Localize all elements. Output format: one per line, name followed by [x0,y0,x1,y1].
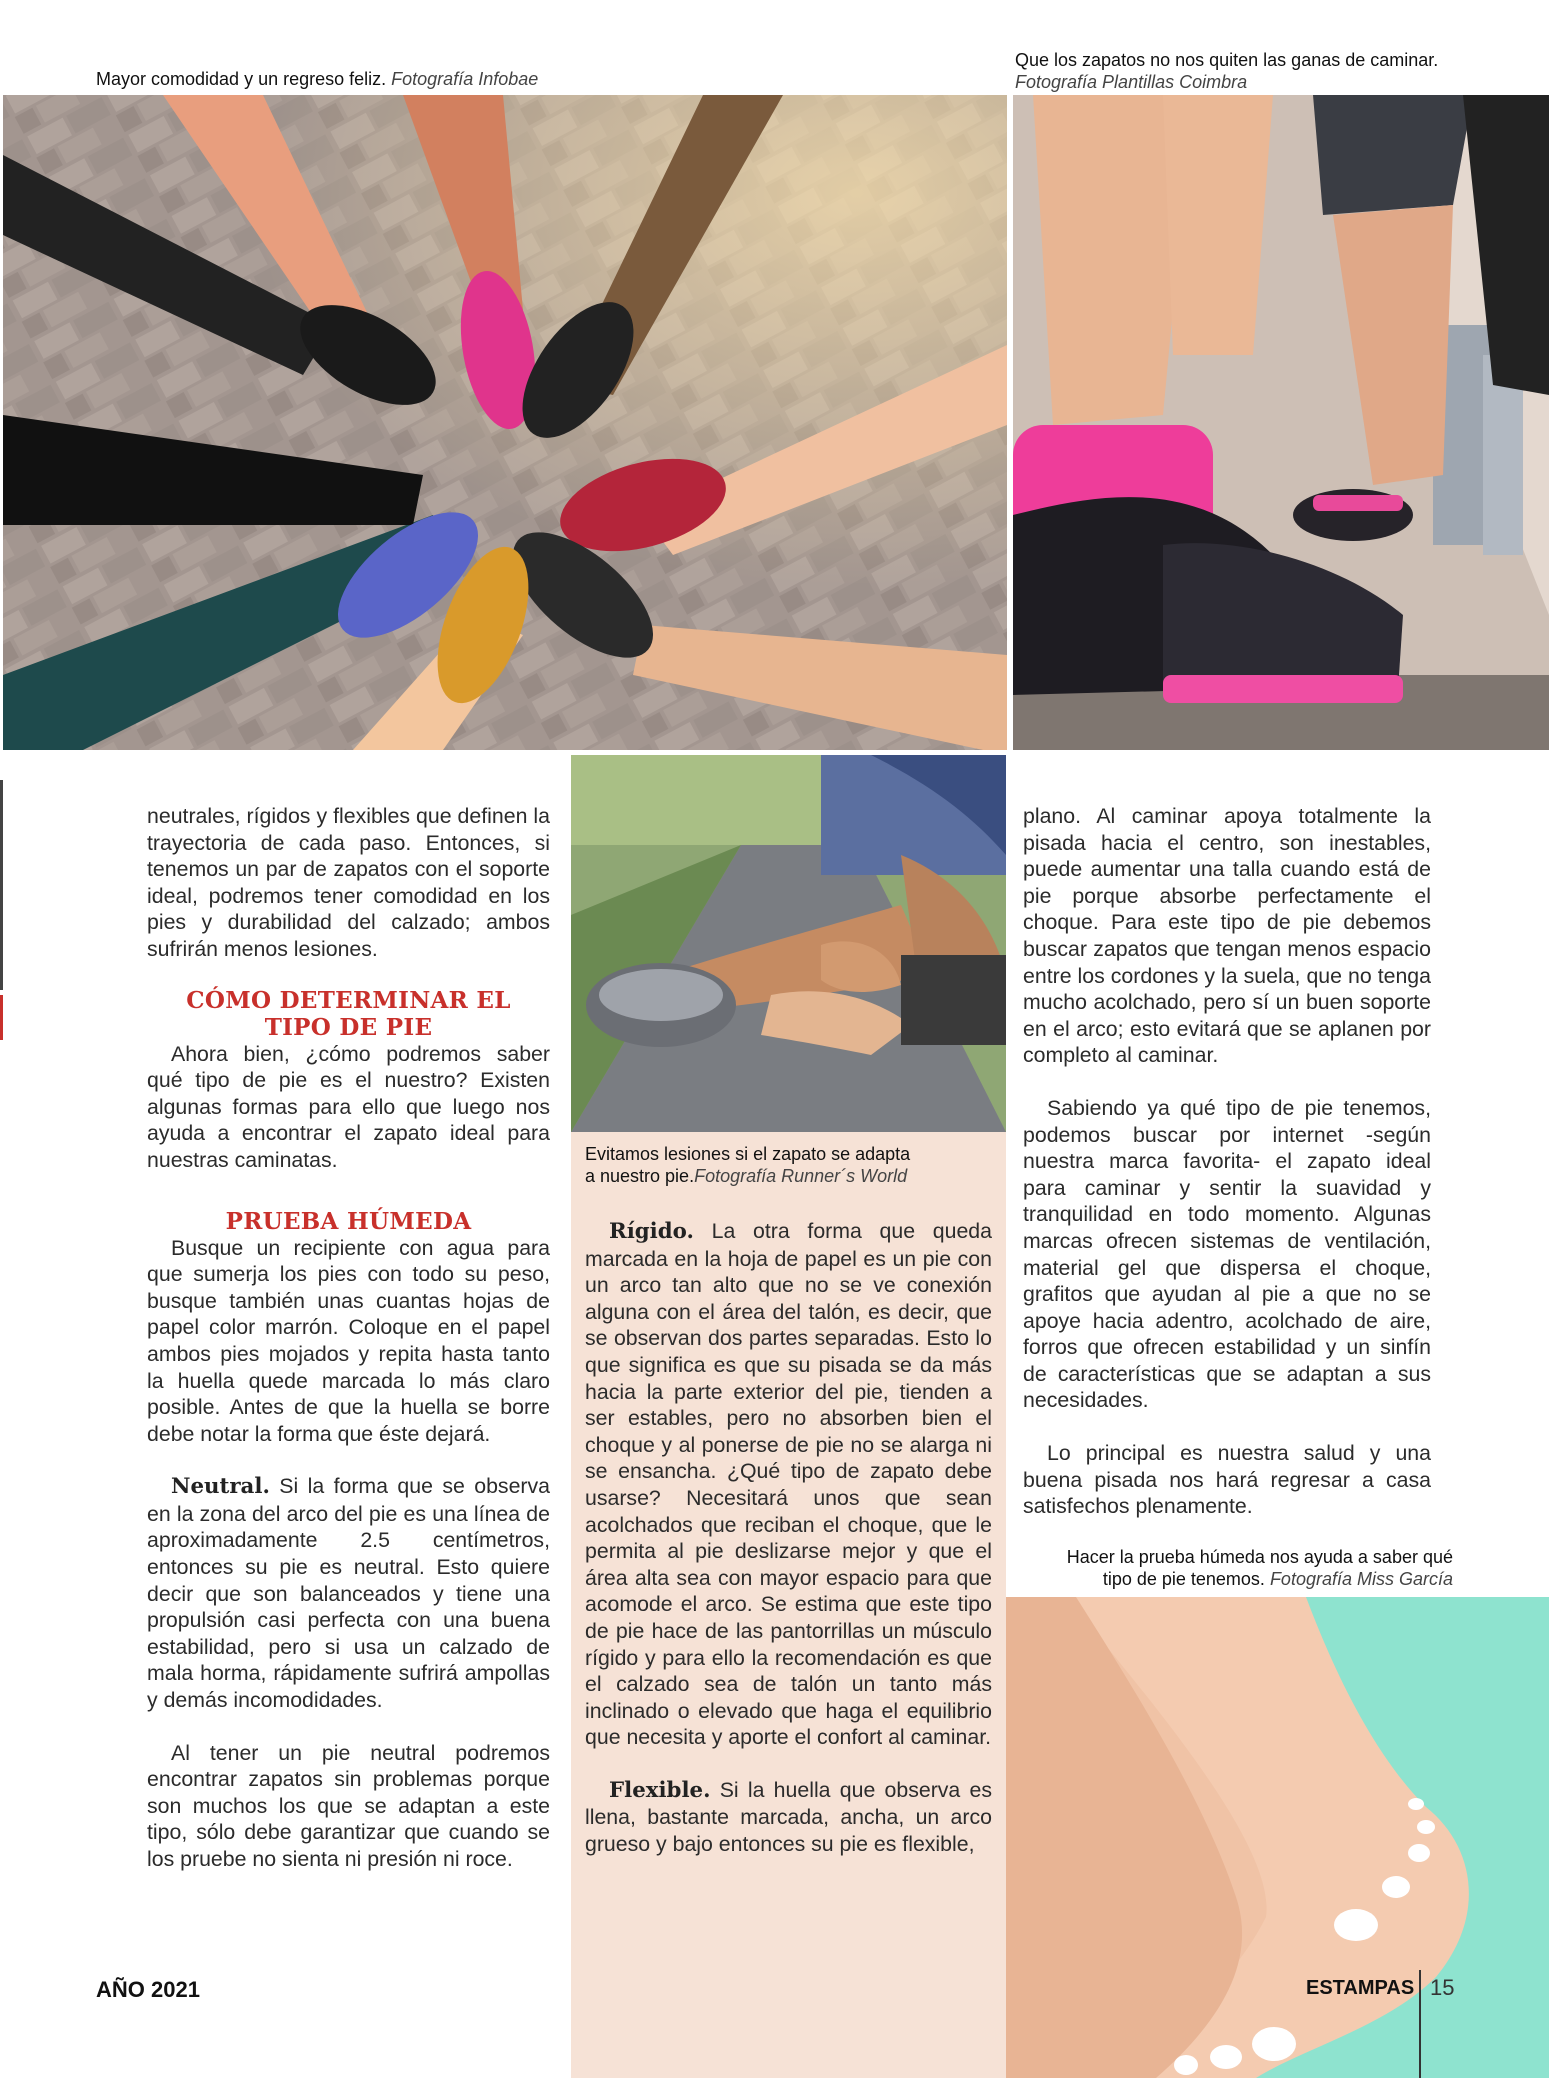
middle-column [585,1218,992,1858]
paragraph: neutrales, rígidos y flexibles que definen la trayectoria de cada paso. Entonces, si tenemos un par de zapatos con el soporte ideal, podremos tener comodidad en los pies y durabilidad del calzado; ambos sufrirán menos lesiones. [147,804,550,961]
footer-divider [1419,1970,1421,2078]
caption-top-right [1015,49,1438,93]
bare-feet-illustration [1006,1597,1549,2078]
section-heading-line: TIPO DE PIE [264,1013,433,1041]
paragraph-text: La otra forma que queda marcada en la hoja de papel es un pie con un arco tan alto que no se ve conexión alguna con el área del talón, es decir, que se observan dos partes separadas. Esto lo que significa es que su pisada se da más hacia la parte exterior del pie, tienden a ser estables, pero no absorben bien el choque y al ponerse de pie no se alarga ni se ensancha. ¿Qué tipo de zapato debe usarse? Necesitará unos que sean acolchados que reciban el choque, que le permita al pie deslizarse mejor y que el área alta sea con mayor espacio para que acomode el arco. Se estima que este tipo de pie hace de las pantorrillas un músculo rígido y para ello la recomendación es que el calzado sea de talón un tanto más inclinado o elevado que haga el equilibrio que necesita y aporte el confort al caminar. [585,1219,992,1750]
footer-magazine: ESTAMPAS [1306,1977,1415,1999]
paragraph [585,1218,992,1751]
page-number: 15 [1430,1975,1455,2000]
section-heading-line: CÓMO DETERMINAR EL [186,986,511,1014]
tying-shoes-illustration [1013,95,1549,750]
right-column [1023,803,1431,1520]
term-label: Flexible. [609,1777,711,1803]
photo-tying-shoes [1013,95,1549,750]
paragraph-text: Si la forma que se observa en la zona del arco del pie es una línea de aproximadamente 2.5 centímetros, entonces su pie es neutral. Esto quiere decir que son balanceados y tiene una propulsión casi perfecta con una buena estabilidad, pero si usa un calzado de mala horma, rápidamente sufrirá ampollas y demás incomodidades. [147,1474,550,1713]
caption-text: Hacer la prueba húmeda nos ayuda a saber qué [1066,1547,1453,1567]
paragraph: Sabiendo ya qué tipo de pie tenemos, podemos buscar por internet -según nuestra marca favorita- el zapato ideal para caminar y sentir la suavidad y tranquilidad en todo momento. Algunas marcas ofrecen sistemas de ventilación, material gel que dispersa el choque, grafitos que ayudan al pie a que no se apoye hacia adentro, acolchado de aire, forros que ofrecen estabilidad y un sinfín de características que se adaptan a sus necesidades. [1023,1095,1431,1413]
caption-text: Mayor comodidad y un regreso feliz. [96,69,387,89]
paragraph: Busque un recipiente con agua para que sumerja los pies con todo su peso, busque también unas cuantas hojas de papel color marrón. Coloque en el papel ambos pies mojados y repita hasta tanto la huella quede marcada lo más claro posible. Antes de que la huella se borre debe notar la forma que éste dejará. [147,1235,550,1446]
caption-text: a nuestro pie. [585,1166,695,1186]
section-heading: PRUEBA HÚMEDA [225,1207,472,1235]
caption-text: Evitamos lesiones si el zapato se adapta [585,1144,911,1164]
paragraph: plano. Al caminar apoya totalmente la pisada hacia el centro, son inestables, puede aumentar una talla cuando está de pie porque absorbe perfectamente el choque. Para este tipo de pie debemos buscar zapatos que tengan menos espacio entre los cordones y la suela, que no tenga mucho acolchado, pero sí un buen soporte en el arco; esto evitará que se aplanen por completo al caminar. [1023,804,1431,1068]
shoes-circle-illustration [3,95,1007,750]
caption-bottom-right [1010,1546,1453,1590]
paragraph-text: Si la huella que observa es llena, bastante marcada, ancha, un arco grueso y bajo entonces su pie es flexible, [585,1777,992,1857]
paragraph: Al tener un pie neutral podremos encontrar zapatos sin problemas porque son muchos los que se adaptan a este tipo, sólo debe garantizar que cuando se los pruebe no sienta ni presión ni roce. [147,1740,550,1871]
photo-bare-feet [1006,1597,1549,2078]
term-label: Rígido. [609,1219,694,1244]
paragraph: Lo principal es nuestra salud y una buena pisada nos hará regresar a casa satisfechos plenamente. [1023,1441,1431,1519]
left-column [147,803,550,1873]
caption-top-left [96,68,538,90]
caption-middle [585,1143,910,1187]
paragraph: Ahora bien, ¿cómo podremos saber qué tipo de pie es el nuestro? Existen algunas formas para ello que luego nos ayuda a encontrar el zapato ideal para nuestras caminatas. [147,1041,550,1172]
page-edge-mark [0,780,3,990]
photo-ankle-injury [571,755,1006,1132]
page-edge-mark-red [0,995,3,1040]
paragraph [585,1777,992,1858]
photo-credit: Fotografía Plantillas Coimbra [1015,72,1248,92]
section-heading [147,987,550,1041]
caption-text: Que los zapatos no nos quiten las ganas de caminar. [1015,50,1439,70]
photo-credit: Fotografía Infobae [391,69,539,89]
footer-year: AÑO 2021 [96,1977,200,2002]
photo-credit: Fotografía Runner´s World [694,1166,908,1186]
photo-credit: Fotografía Miss García [1269,1569,1453,1589]
paragraph [147,1473,550,1713]
caption-text: tipo de pie tenemos. [1102,1569,1265,1589]
term-label: Neutral. [171,1474,270,1500]
ankle-injury-illustration [571,755,1006,1132]
photo-shoes-circle [3,95,1007,750]
